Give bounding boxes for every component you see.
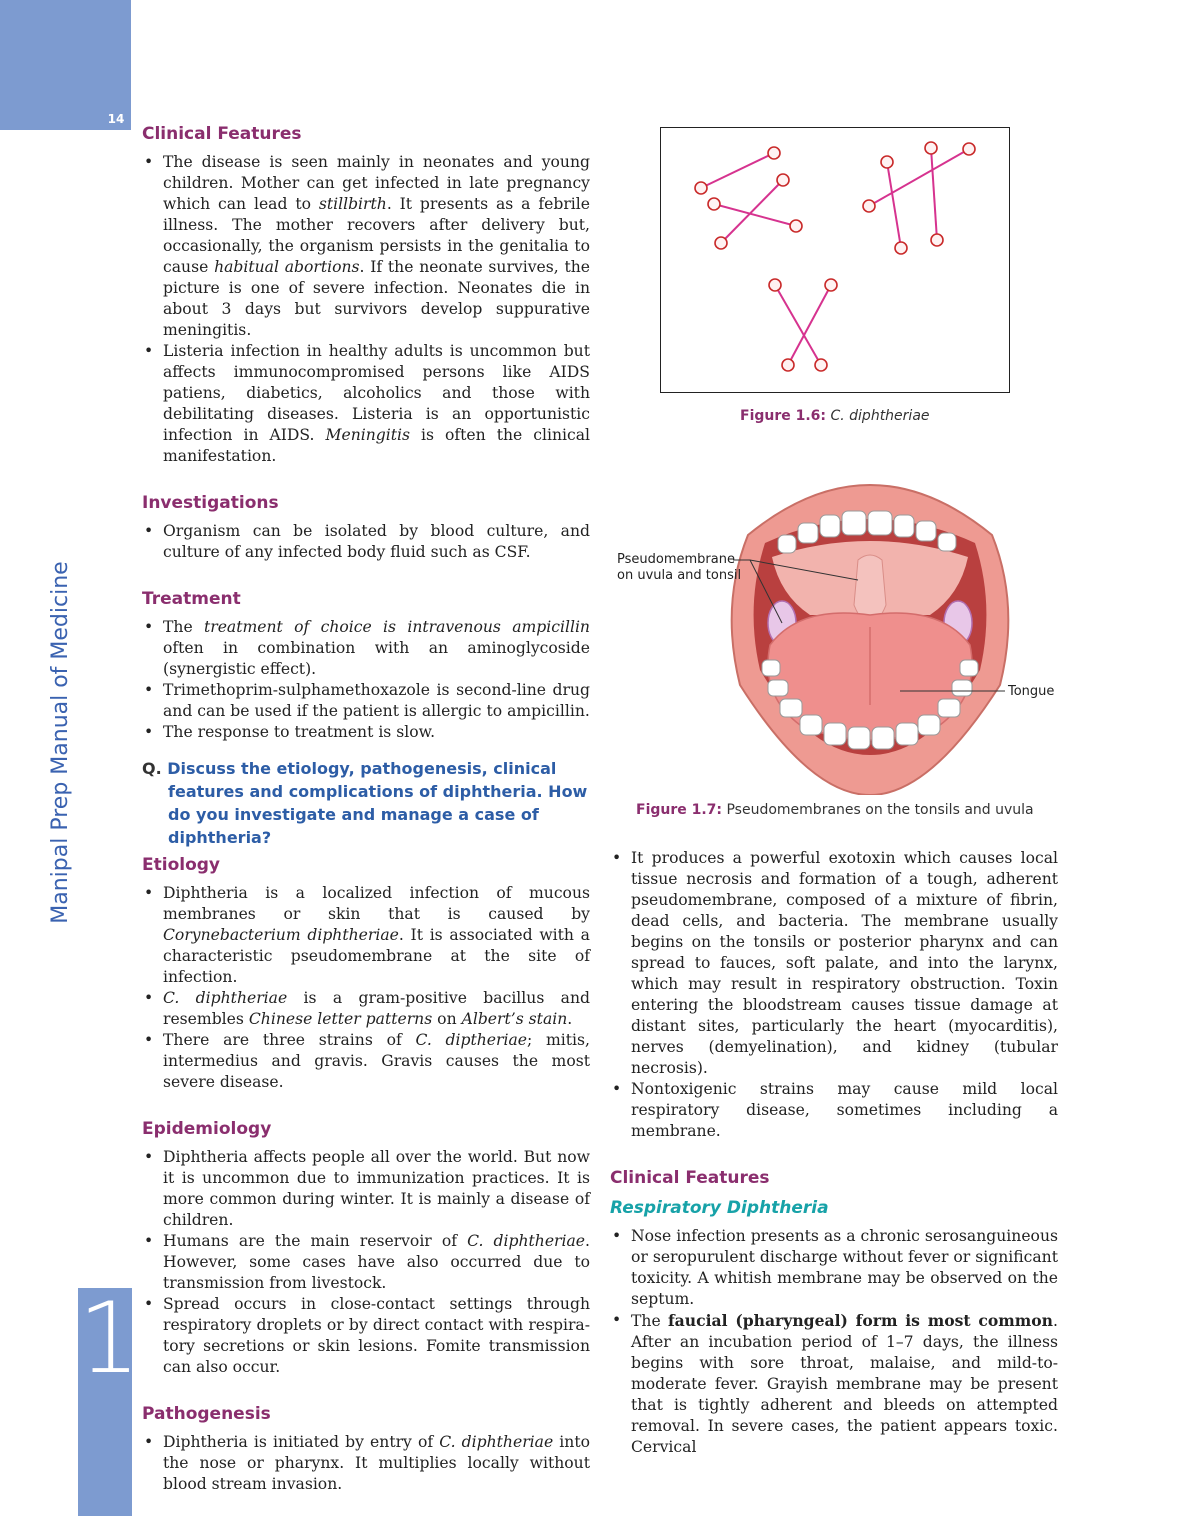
- heading-treatment: Treatment: [142, 589, 241, 609]
- page-number: 14: [107, 112, 125, 126]
- label-pseudomembrane: Pseudomembrane on uvula and tonsil: [617, 552, 742, 583]
- heading-respiratory-diphtheria: Respiratory Diphtheria: [610, 1198, 829, 1218]
- list-item: • The treatment of choice is intravenous ampicillin often in combination with an aminoglycoside (synergistic effect).: [142, 617, 590, 680]
- list-item: • Nontoxigenic strains may cause mild local respiratory disease, sometimes including a membrane.: [610, 1079, 1058, 1142]
- treatment-list: [142, 617, 590, 743]
- epidemiology-list: [142, 1147, 590, 1378]
- heading-investigations: Investigations: [142, 493, 279, 513]
- list-item: • Listeria infection in healthy adults is uncommon but affects immunocompromised persons like AIDS patiens, diabetics, alcoholics and those with debilitating diseases. Listeria is an opportunistic infection in AIDS. Meningitis is often the clinical manifestation.: [142, 341, 590, 467]
- label-tongue: Tongue: [1008, 684, 1055, 699]
- investigations-list: [142, 521, 590, 563]
- pathogenesis-list: [142, 1432, 590, 1495]
- book-title: Manipal Prep Manual of Medicine: [48, 561, 73, 924]
- page-tab: [0, 0, 131, 130]
- heading-clinical-features-2: Clinical Features: [610, 1168, 770, 1188]
- left-column: [142, 122, 590, 1509]
- list-item: • C. diphtheriae is a gram-positive bacillus and resembles Chinese letter patterns on Albert’s stain.: [142, 988, 590, 1030]
- heading-clinical-features: Clinical Features: [142, 124, 302, 144]
- list-item: • Diphtheria affects people all over the world. But now it is uncommon due to immunization practices. It is more common during winter. It is mainly a disease of children.: [142, 1147, 590, 1231]
- list-item: • Spread occurs in close-contact settings through respiratory droplets or by direct contact with respira-tory secretions or skin lesions. Fomite transmission can also occur.: [142, 1294, 590, 1378]
- pathogenesis-continued-list: [610, 848, 1058, 1142]
- mouth-illustration: [600, 455, 1060, 795]
- list-item: • Trimethoprim-sulphamethoxazole is second-line drug and can be used if the patient is allergic to ampicillin.: [142, 680, 590, 722]
- figure-bacilli: [660, 127, 1010, 393]
- list-item: • The faucial (pharyngeal) form is most common. After an incubation period of 1–7 days, the illness begins with sore throat, malaise, and mild-to-moderate fever. Grayish membrane may be present that is tightly adherent and bleeds on attempted removal. In severe cases, the patient appears toxic. Cervical: [610, 1310, 1058, 1458]
- list-item: • It produces a powerful exotoxin which causes local tissue necrosis and formation of a tough, adherent pseudomembrane, composed of a mixture of fibrin, dead cells, and bacteria. The membrane usually begins on the tonsils or posterior pharynx and can spread to fauces, soft palate, and into the larynx, which may result in respiratory obstruction. Toxin entering the bloodstream causes tissue damage at distant sites, particularly the heart (myocarditis), nerves (demyelination), and kidney (tubular necrosis).: [610, 848, 1058, 1079]
- clinical-list: [142, 152, 590, 467]
- list-item: • Organism can be isolated by blood culture, and culture of any infected body fluid such as CSF.: [142, 521, 590, 563]
- heading-epidemiology: Epidemiology: [142, 1119, 272, 1139]
- list-item: • Humans are the main reservoir of C. diphtheriae. However, some cases have also occurred due to transmission from livestock.: [142, 1231, 590, 1294]
- list-item: • The disease is seen mainly in neonates and young children. Mother can get infected in late pregnancy which can lead to stillbirth. It presents as a febrile illness. The mother recovers after delivery but, occasionally, the organism persists in the genitalia to cause habitual abortions. If the neonate survives, the picture is one of severe infection. Neonates die in about 3 days but survivors develop suppurative meningitis.: [142, 152, 590, 341]
- figure-caption-1-6: Figure 1.6: C. diphtheriae: [740, 408, 930, 424]
- chapter-number: 1: [78, 1282, 141, 1396]
- right-column: [610, 848, 1058, 1472]
- etiology-list: [142, 883, 590, 1093]
- question: Q. Discuss the etiology, pathogenesis, clinical features and complications of diphtheria. How do you investigate and manage a case of diphtheria?: [142, 759, 588, 847]
- respiratory-list: [610, 1226, 1058, 1458]
- list-item: • Diphtheria is a localized infection of mucous membranes or skin that is caused by Corynebacterium diphtheriae. It is associated with a characteristic pseudomembrane at the site of infection.: [142, 883, 590, 988]
- heading-pathogenesis: Pathogenesis: [142, 1404, 271, 1424]
- list-item: • The response to treatment is slow.: [142, 722, 590, 743]
- heading-etiology: Etiology: [142, 855, 221, 875]
- list-item: • Nose infection presents as a chronic serosanguineous or seropurulent discharge without fever or significant toxicity. A whitish membrane may be observed on the septum.: [610, 1226, 1058, 1310]
- list-item: • There are three strains of C. diptheriae; mitis, intermedius and gravis. Gravis causes the most severe disease.: [142, 1030, 590, 1093]
- figure-caption-1-7: Figure 1.7: Pseudomembranes on the tonsils and uvula: [636, 802, 1034, 818]
- list-item: • Diphtheria is initiated by entry of C. diphtheriae into the nose or pharynx. It multiplies locally without blood stream invasion.: [142, 1432, 590, 1495]
- bacilli-illustration: [661, 128, 1009, 392]
